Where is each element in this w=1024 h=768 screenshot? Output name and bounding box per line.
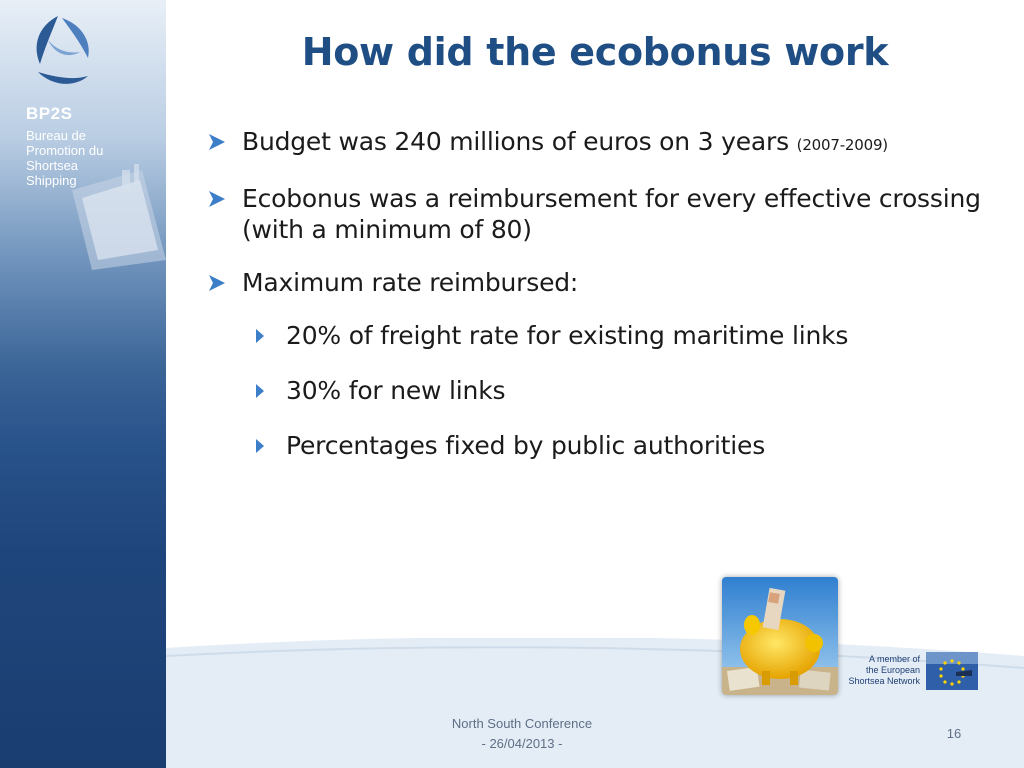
sub-bullet-text: 20% of freight rate for existing maritime links [286,321,849,350]
triangle-right-icon [255,383,265,399]
bullet-text: Budget was 240 millions of euros on 3 years [242,127,797,156]
arrow-right-icon [207,273,227,293]
network-line: Shortsea Network [848,676,920,686]
brand-line: Shortsea [26,158,79,173]
network-line: the European [865,665,920,675]
triangle-right-icon [255,328,265,344]
brand-line: Promotion du [26,143,104,158]
page-number: 16 [946,726,962,741]
bullet-list [205,126,1005,485]
brand-block [26,104,103,188]
bullet-text: Maximum rate reimbursed: [242,268,579,297]
sub-bullet-item [205,430,1005,461]
triangle-right-icon [255,438,265,454]
sub-bullet-item [205,375,1005,406]
brand-line: Bureau de [26,128,86,143]
piggy-bank-image [722,577,838,695]
sub-bullet-text: Percentages fixed by public authorities [286,431,766,460]
arrow-right-icon [207,189,227,209]
brand-name: BP2S [26,104,73,123]
bp2s-logo-icon [18,6,102,94]
slide-footer [412,714,632,754]
network-text [848,654,920,687]
slide-title: How did the ecobonus work [301,30,889,74]
sub-bullet-item [205,320,1005,351]
bullet-item [205,183,1005,245]
brand-line: Shipping [26,173,77,188]
network-line: A member of [868,654,920,664]
arrow-right-icon [207,132,227,152]
eu-flag-icon [926,652,978,690]
bullet-item [205,267,1005,298]
bullet-text: Ecobonus was a reimbursement for every effective crossing (with a minimum of 80) [242,184,981,244]
footer-date: - 26/04/2013 - [481,736,563,751]
bullet-note: (2007-2009) [796,136,888,154]
footer-conference: North South Conference [451,716,593,731]
network-badge [840,652,980,696]
bullet-item [205,126,1005,161]
sub-bullet-text: 30% for new links [286,376,506,405]
